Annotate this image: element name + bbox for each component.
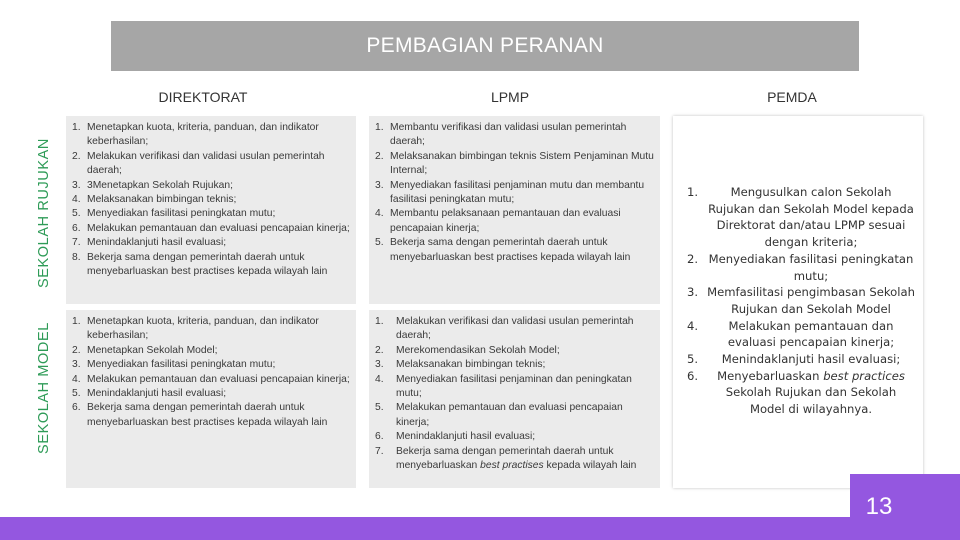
- list-item: 6. Bekerja sama dengan pemerintah daerah untuk menyebarluaskan best practises kepada wilayah lain: [72, 402, 328, 428]
- list-direktorat-rujukan: [72, 121, 350, 279]
- list-item: 5. Menyediakan fasilitasi peningkatan mutu;: [72, 208, 276, 220]
- list-item: 6. Menyebarluaskan best practices Sekolah Rujukan dan Sekolah Model di wilayahnya.: [686, 368, 905, 417]
- list-item: 6. Melakukan pemantauan dan evaluasi pencapaian kinerja;: [72, 222, 350, 234]
- cell-lpmp-rujukan: [369, 116, 660, 304]
- list-item: 2. Menyediakan fasilitasi peningkatan mutu;: [686, 251, 914, 283]
- list-item: 4. Melaksanakan bimbingan teknis;: [72, 194, 237, 206]
- list-item: 4. Membantu pelaksanaan pemantauan dan evaluasi pencapaian kinerja;: [375, 208, 621, 234]
- title-bar: [111, 21, 859, 71]
- column-header-pemda: PEMDA: [767, 89, 817, 105]
- list-item: 5. Menindaklanjuti hasil evaluasi;: [686, 352, 901, 367]
- list-item: 1. Membantu verifikasi dan validasi usulan pemerintah daerah;: [375, 122, 627, 148]
- list-item: 5. Melakukan pemantauan dan evaluasi pencapaian kinerja;: [375, 402, 623, 428]
- row-label-sekolah-model: SEKOLAH MODEL: [36, 322, 52, 454]
- list-direktorat-model: [72, 315, 350, 430]
- list-item: 6. Menindaklanjuti hasil evaluasi;: [375, 431, 536, 443]
- cell-direktorat-rujukan: [66, 116, 356, 304]
- list-lpmp-rujukan: [375, 121, 654, 265]
- page-number: 13: [865, 493, 893, 520]
- list-item: 7. Bekerja sama dengan pemerintah daerah untuk menyebarluaskan best practises kepada wilayah lain: [375, 445, 637, 472]
- list-item: 4. Melakukan pemantauan dan evaluasi pencapaian kinerja;: [72, 373, 350, 385]
- list-item: 3. Menyediakan fasilitasi penjaminan mutu dan membantu fasilitasi peningkatan mutu;: [375, 179, 645, 206]
- list-item: 3. Melaksanakan bimbingan teknis;: [375, 359, 546, 371]
- list-item: 4. Melakukan pemantauan dan evaluasi pencapaian kinerja;: [686, 318, 895, 350]
- list-item: 3. 3Menetapkan Sekolah Rujukan;: [72, 179, 233, 191]
- row-label-sekolah-rujukan: SEKOLAH RUJUKAN: [36, 138, 52, 289]
- list-lpmp-model: [375, 315, 654, 473]
- list-item: 1. Menetapkan kuota, kriteria, panduan, dan indikator keberhasilan;: [72, 316, 319, 342]
- list-item: 1. Menetapkan kuota, kriteria, panduan, dan indikator keberhasilan;: [72, 122, 319, 148]
- column-header-direktorat: DIREKTORAT: [158, 89, 248, 105]
- list-item: 3. Menyediakan fasilitasi peningkatan mutu;: [72, 359, 276, 371]
- column-header-lpmp: LPMP: [490, 89, 530, 105]
- list-item: 4. Menyediakan fasilitasi penjaminan dan peningkatan mutu;: [375, 373, 632, 400]
- list-item: 2. Melaksanakan bimbingan teknis Sistem Penjaminan Mutu Internal;: [375, 150, 654, 177]
- list-item: 3. Memfasilitasi pengimbasan Sekolah Rujukan dan Sekolah Model: [686, 285, 915, 316]
- list-item: 8. Bekerja sama dengan pemerintah daerah untuk menyebarluaskan best practises kepada wilayah lain: [72, 251, 328, 278]
- cell-lpmp-model: [369, 310, 660, 488]
- list-item: 2. Melakukan verifikasi dan validasi usulan pemerintah daerah;: [72, 150, 325, 177]
- list-item: 2. Merekomendasikan Sekolah Model;: [375, 344, 560, 356]
- list-item: 5. Bekerja sama dengan pemerintah daerah untuk menyebarluaskan best practises kepada wilayah lain: [375, 237, 631, 263]
- list-item: 7. Menindaklanjuti hasil evaluasi;: [72, 237, 227, 249]
- list-item: 1. Mengusulkan calon Sekolah Rujukan dan Sekolah Model kepada Direktorat dan/atau LPMP sesuai dengan kriteria;: [686, 185, 914, 250]
- footer-band: [0, 517, 960, 540]
- list-item: 1. Melakukan verifikasi dan validasi usulan pemerintah daerah;: [375, 316, 634, 342]
- cell-pemda: [673, 116, 923, 488]
- list-item: 2. Menetapkan Sekolah Model;: [72, 344, 218, 356]
- list-item: 5. Menindaklanjuti hasil evaluasi;: [72, 388, 227, 400]
- list-pemda: [681, 184, 915, 418]
- page-title: PEMBAGIAN PERANAN: [366, 34, 604, 57]
- cell-direktorat-model: [66, 310, 356, 488]
